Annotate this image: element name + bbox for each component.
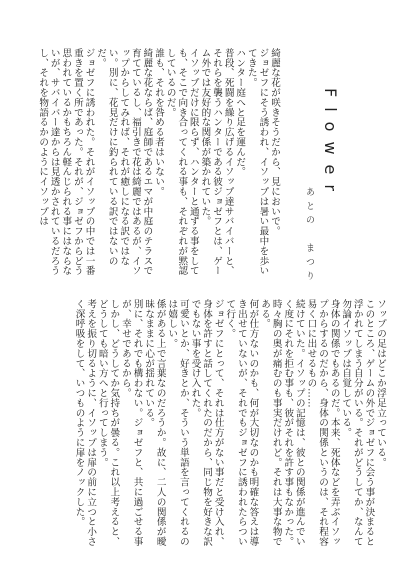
body-text-upper-left bbox=[37, 48, 280, 284]
author-name: あとの まつり bbox=[304, 187, 314, 285]
paragraph: 考えを振り切るように、イソップは扉の前に立つと小さく深呼吸をして、いつものように扉をノックした。 bbox=[73, 299, 97, 547]
paragraph: 何が仕方ないのかも、何が大切なのかも明確な答えは導き出せていないが、それでもジョゼフに誘われたらついて行く。 bbox=[224, 299, 259, 547]
body-text-lower-right bbox=[73, 299, 386, 549]
story-title: Flower bbox=[321, 88, 340, 201]
paragraph: 綺麗な花ならば、庭師であるエマが中庭のテラスで育てているし、福引きで花は綺麗ではあるが、イソップからしてみれば、それが癒しになる訳ではない。別に、花見だけに釣られている訳ではないのだ。 bbox=[95, 48, 153, 276]
paragraph: このところ、ゲームの外でジョゼフに会う事が決まると浮かれてしまう自分がいる。それがどうしてか、なんて勿論イソップは自覚している。 bbox=[340, 299, 375, 547]
paragraph: 可愛いとか、好きとか、そういう単語を言ってくれるのは嬉しい。 bbox=[166, 299, 189, 547]
paragraph: 身体の関係でもあるのだ。本来、死体などを弄ぶイソップからするのだから、身体の関係というのは、それ程容易く口に出せるもの…… bbox=[305, 299, 340, 547]
paragraph: 別に、それでも構わない。ジョゼフと、共に過ごせる事が、幸せであるから。 bbox=[119, 299, 143, 547]
paragraph: ジョゼフに誘われた。それがイソップの中では一番重きを置く所であった。それが、ジョゼフからどう思われているかもちろん軽んじられる事にはならないが、サバイバー達からは見透かされているだろうし、それを物語るかのようにイソップは bbox=[37, 48, 95, 276]
paragraph: 誰も、それを咎める者はいない。 bbox=[153, 48, 165, 197]
paragraph: ハンター庭へと足を運んだ。 bbox=[234, 48, 246, 177]
paragraph: しかし、どうしてか気持ちが曇る。これ以上考えると、どうしても暗い方へと行ってしまう。 bbox=[96, 299, 120, 547]
paragraph: 綺麗な花が咲きそうだから、見においで。 bbox=[269, 48, 280, 237]
paragraph: 係がある上で言葉なのだろうか。故に、二人の関係が曖昧なままに心が揺れている。 bbox=[143, 299, 166, 547]
paragraph: 続けていた。イソップの記憶は、彼との関係が進んでいく度にそれを拒む事も、彼がそれを許す事もなかった。時々胸の奥が痛むのも事実だけれど。それは大事な物である。 bbox=[259, 299, 305, 547]
paragraph: イソップだけに限らず、ハンターと通ずる事をしても、そこで向き合ってくれる事も、それぞれが黙認しているのだ。 bbox=[164, 48, 199, 276]
paragraph: ソップの足はどこか浮足立っている。 bbox=[375, 299, 386, 468]
paragraph: ジョゼフにとって、それは仕方がない事だと受け入れ、身体を許すと話してくれたのだから、同じ物を好きな訳でもない事を受け入れた。 bbox=[189, 299, 224, 547]
paragraph: 普段、死闘を繰り広げるイソップ達サバイバーと、それらを襲うハンターである彼ジョゼフとは、ゲーム外では友好的な関係が築かれていた。 bbox=[199, 48, 234, 276]
paragraph: ジョゼフにそう誘われ、イソップは暑い最中を歩いてきた。 bbox=[245, 48, 269, 276]
